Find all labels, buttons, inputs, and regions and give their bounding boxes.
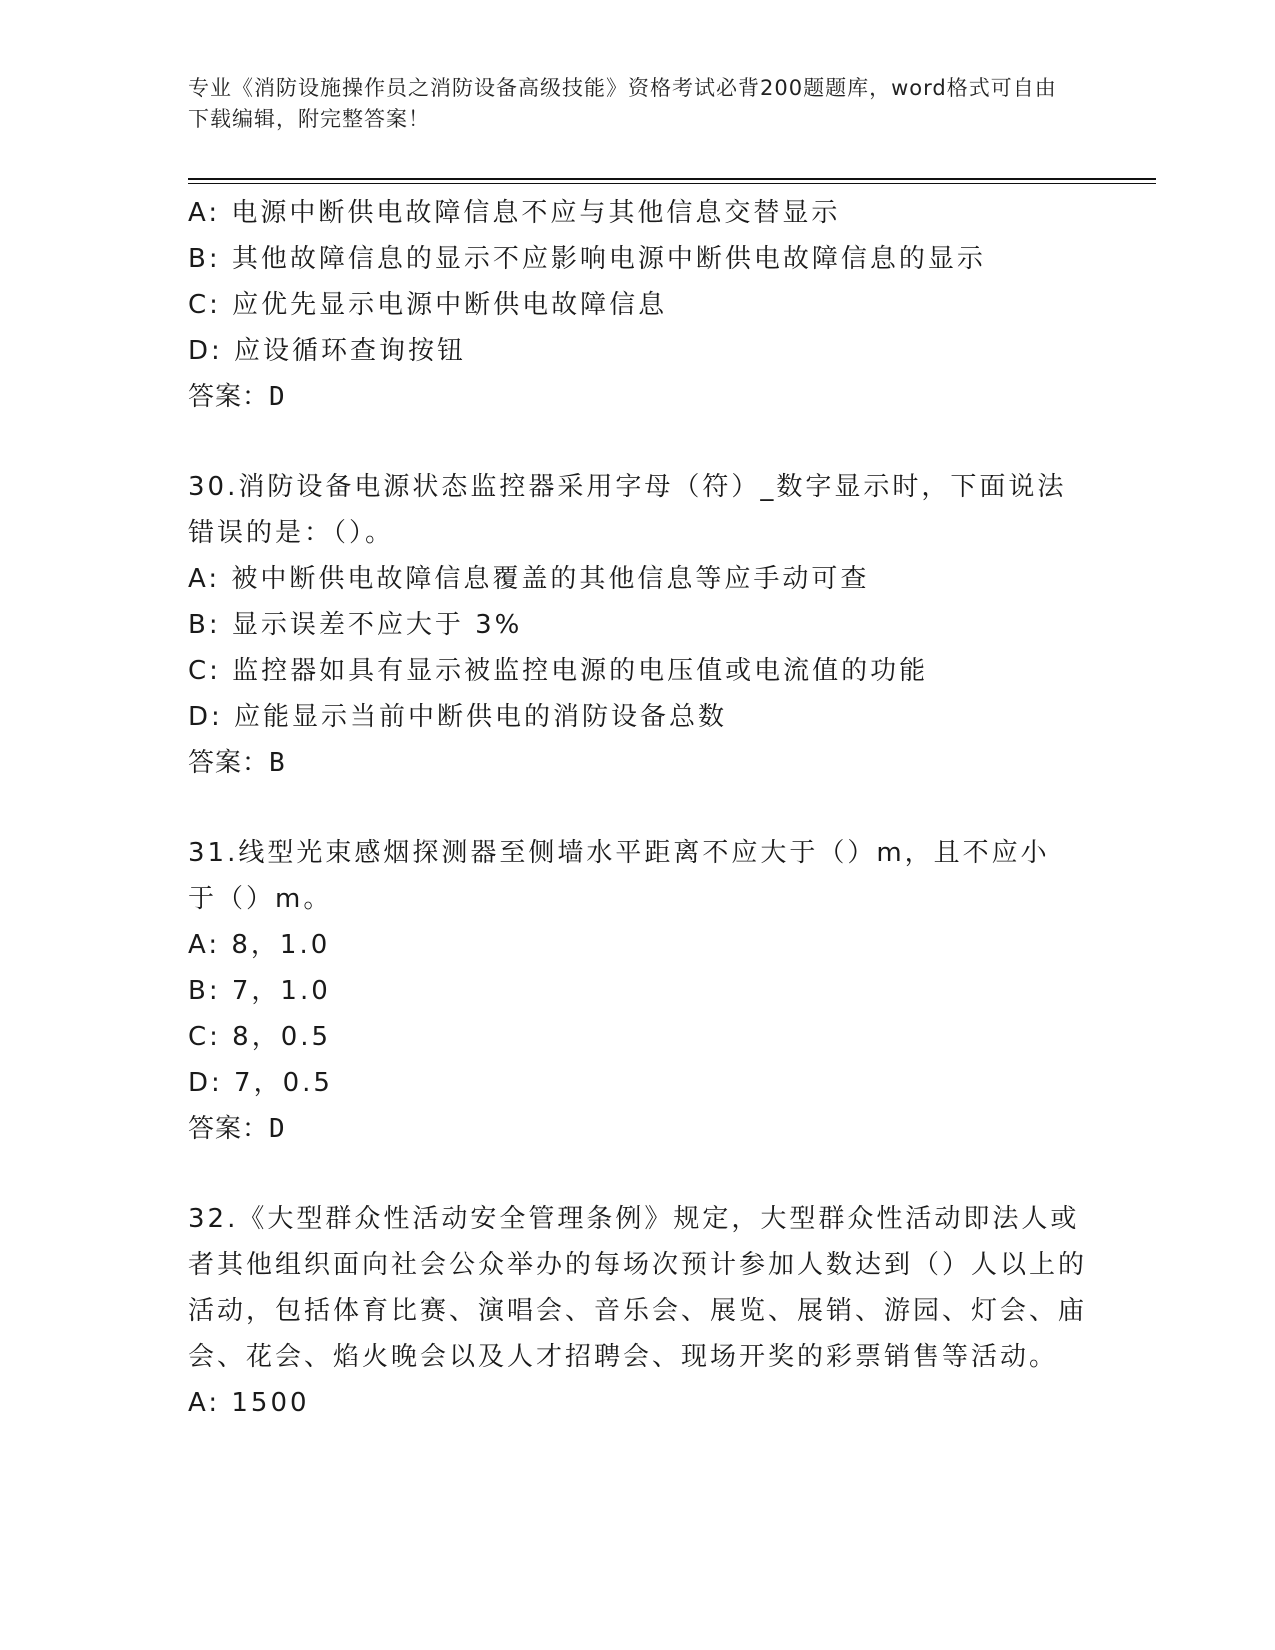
answer-value: B: [269, 748, 286, 778]
answer-value: D: [269, 1114, 286, 1144]
option-b: B: 7，1.0: [188, 976, 331, 1006]
answer-value: D: [269, 382, 286, 412]
question-30: [188, 464, 1088, 786]
question-stem: 32.《大型群众性活动安全管理条例》规定，大型群众性活动即法人或者其他组织面向社会公众举办的每场次预计参加人数达到（）人以上的活动，包括体育比赛、演唱会、音乐会、展览、展销、游园、灯会、庙会、花会、焰火晚会以及人才招聘会、现场开奖的彩票销售等活动。: [188, 1204, 1088, 1372]
option-a: A: 8，1.0: [188, 930, 331, 960]
option-c: C: 应优先显示电源中断供电故障信息: [188, 290, 668, 320]
question-31: [188, 830, 1088, 1152]
answer-label: 答案：: [188, 748, 270, 778]
question-list: [188, 190, 1088, 1426]
option-d: D: 应设循环查询按钮: [188, 336, 467, 366]
question-32: [188, 1196, 1088, 1426]
header-rule-thick: [188, 178, 1156, 180]
option-a: A: 被中断供电故障信息覆盖的其他信息等应手动可查: [188, 564, 870, 594]
option-d: D: 应能显示当前中断供电的消防设备总数: [188, 702, 728, 732]
header-rule-thin: [188, 183, 1156, 184]
answer-line: [188, 740, 1088, 786]
answer-line: [188, 1106, 1088, 1152]
document-header: 专业《消防设施操作员之消防设备高级技能》资格考试必背200题题库，word格式可自由下载编辑，附完整答案！: [188, 76, 1057, 131]
option-b: B: 其他故障信息的显示不应影响电源中断供电故障信息的显示: [188, 244, 986, 274]
option-d: D: 7，0.5: [188, 1068, 333, 1098]
question-29-partial: [188, 190, 1088, 420]
option-a: A: 电源中断供电故障信息不应与其他信息交替显示: [188, 198, 841, 228]
question-stem: 30.消防设备电源状态监控器采用字母（符）_数字显示时，下面说法错误的是：（）。: [188, 472, 1067, 548]
answer-label: 答案：: [188, 382, 270, 412]
option-a: A: 1500: [188, 1388, 310, 1418]
question-stem: 31.线型光束感烟探测器至侧墙水平距离不应大于（）m，且不应小于（）m。: [188, 838, 1050, 914]
option-c: C: 8，0.5: [188, 1022, 332, 1052]
option-b: B: 显示误差不应大于 3%: [188, 610, 523, 640]
option-c: C: 监控器如具有显示被监控电源的电压值或电流值的功能: [188, 656, 929, 686]
answer-label: 答案：: [188, 1114, 270, 1144]
answer-line: [188, 374, 1088, 420]
